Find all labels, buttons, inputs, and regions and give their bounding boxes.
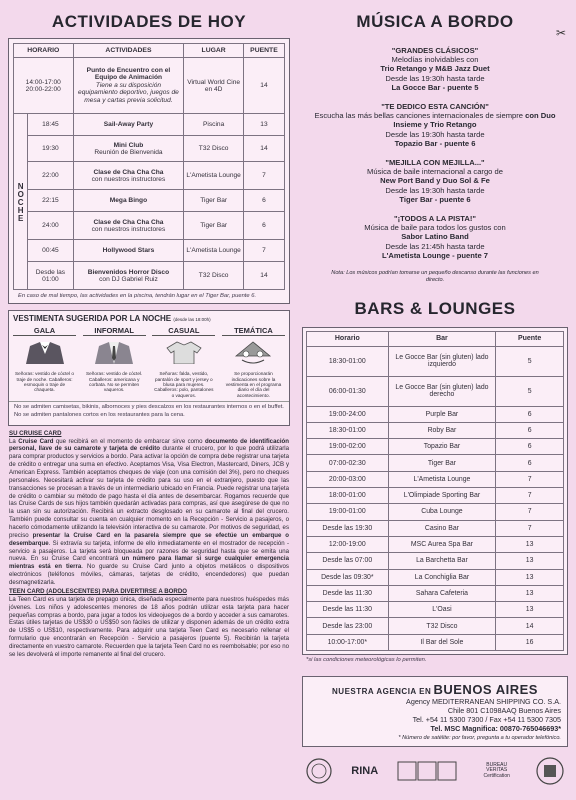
tuxedo-icon — [20, 340, 70, 364]
table-row — [307, 520, 564, 536]
dress-desc: Señoras: vestido de cóctel o traje de noche. Caballeros: esmoquin o traje de chaqueta. — [15, 371, 74, 393]
table-row — [307, 346, 564, 376]
bar-bar: La Conchiglia Bar — [388, 569, 496, 585]
bar-bar: Roby Bar — [388, 422, 496, 438]
dress-casual — [152, 326, 215, 398]
table-row — [307, 455, 564, 471]
row-deck: 14 — [243, 262, 284, 290]
bar-bar: L'Olimpiade Sporting Bar — [388, 488, 496, 504]
row-time: 00:45 — [28, 240, 73, 262]
bars-title: BARS & LOUNGES — [354, 298, 516, 318]
bars-table — [306, 331, 564, 651]
bar-time: 19:00-02:00 — [307, 439, 389, 455]
text-run: . Si extravía su tarjeta, informe de ello inmediatamente en el mostrador de recepción - servicio a pasajeros. La tarjeta será bloqueada por razones de seguridad hasta que se emita una nueva. En su Cruise Card encontrará — [9, 539, 289, 563]
music-artists: New Port Band y Duo Sol & Fe — [380, 176, 490, 186]
bar-deck: 13 — [496, 602, 564, 618]
row-time: 18:45 — [28, 114, 73, 136]
dress-gala — [13, 326, 76, 398]
row-place: Tiger Bar — [184, 190, 244, 212]
activity-name: Clase de Cha Cha Cha — [93, 168, 164, 176]
dress-name: INFORMAL — [83, 326, 146, 336]
activity-desc: con DJ Gabriel Ruiz — [99, 275, 158, 283]
music-block — [302, 214, 568, 260]
bars-note: *si las condiciones meteorológicas lo permiten. — [306, 656, 427, 663]
activity-desc: Tiene a su disposición equipamiento deportivo, juegos de mesa y cartas previa solicitud. — [78, 81, 179, 104]
text-run: . No guarde su Cruise Card junto a objetos metálicos o dispositivos electrónicos (teléfonos móviles, cámaras, tarjetas de crédito, encendedores) que puedan desmagnetizarla. — [9, 563, 289, 587]
teen-card-body: La Teen Card es una tarjeta de prepago única, diseñada especialmente para nuestros huéspedes más jóvenes. Los niños y adolescentes menores de 18 años podrán utilizar esta tarjeta para hacer pequeñas compras a bordo, para jugar a todos los videojuegos de a bordo y acceder a sus camarotes. Estas útiles tarjetas de US$30 o US$50 son fáciles de utilizar y disponen además de un crédito extra de US$5 o US$10, respectivamente. Para adquirir una tarjeta Teen Card es necesario rellenar el formulario que encontrarán en Recepción - Servicio a pasajeros (puente 5). Recibirán la tarjeta directamente en vuestro camarote. Recuerden que la tarjeta Teen Card no es reembolsable; por eso no se les devolverá el importe remanente al final del crucero. — [9, 595, 289, 658]
music-event-title: "GRANDES CLÁSICOS" — [391, 46, 479, 55]
header-lugar: LUGAR — [184, 44, 244, 58]
rina-logo: RINA — [351, 765, 379, 778]
bar-time: Desde las 09:30* — [307, 569, 389, 585]
table-row — [14, 114, 285, 136]
dress-name: TEMÁTICA — [222, 326, 285, 336]
music-title: MÚSICA A BORDO — [356, 12, 514, 31]
table-row — [14, 240, 285, 262]
bar-bar: Casino Bar — [388, 520, 496, 536]
row-time: 24:00 — [28, 212, 73, 240]
header-actividades: ACTIVIDADES — [73, 44, 184, 58]
bar-bar: Tiger Bar — [388, 455, 496, 471]
activity-desc: con nuestros instructores — [91, 225, 166, 233]
bar-deck: 13 — [496, 536, 564, 552]
text-run: durante el crucero, por lo que podrá utilizarla para comprar productos y servicios a bordo. Para activar la opción de compra debe registrar una tarjeta de crédito o entregar una suma en efectivo. Aceptamos Visa, Visa Electron, Mastercard, Diners, JCB y American Express. También aceptamos cheques de viaje (con una comisión del 3%), pero no cheques personales. Necesitará activar su tarjeta de crédito para su uso en el extranjero, puesto que las transacciones se procesan a través de un intermediario ubicado en Francia. Puede registrar una tarjeta de crédito o cambiar su método de pago hasta el día antes de desembarcar. Rogamos recuerde que las Cruise Cards de sus hijos también quedarán activadas para compras, así que asegúrese de que no la usan sin su autorización. Recibirá un extracto desglosado en su camarote al final del crucero. También puede consultar su cuenta en cualquier momento en la Recepción - Servicio a pasajeros, o hacerlo cómodamente utilizando la televisión interactiva de su camarote. Por motivos de seguridad, es preciso — [9, 445, 289, 539]
bar-time: 06:00-01:30 — [307, 376, 389, 406]
dress-desc: Señoras: falda, vestido, pantalón de sport y jersey o blusa para mujeres. Caballeros: polo, pantalones o vaqueros. — [154, 371, 214, 398]
bar-deck: 5 — [496, 376, 564, 406]
header-horario: HORARIO — [14, 44, 74, 58]
row-deck: 6 — [243, 190, 284, 212]
bar-deck: 14 — [496, 618, 564, 634]
activity-desc: con nuestros instructores — [91, 175, 166, 183]
agency-note: * Número de satélite: por favor, pregunta a tu operador telefónico. — [398, 735, 561, 742]
row-place: Piscina — [184, 114, 244, 136]
activities-header-row — [14, 44, 285, 58]
bar-time: Desde las 19:30 — [307, 520, 389, 536]
bar-bar: Le Gocce Bar (sin gluten) lado izquierdo — [388, 346, 496, 376]
noche-label: NOCHE — [14, 114, 28, 290]
row-deck: 13 — [243, 114, 284, 136]
dress-tematica — [222, 326, 285, 398]
bar-deck: 5 — [496, 346, 564, 376]
table-row — [307, 618, 564, 634]
table-row — [14, 190, 285, 212]
bar-deck: 13 — [496, 553, 564, 569]
music-desc: Música de baile internacional a cargo de — [367, 167, 503, 176]
bar-time: 18:30-01:00 — [307, 346, 389, 376]
table-row — [14, 262, 285, 290]
bar-bar: Sahara Cafeteria — [388, 585, 496, 601]
bar-bar: Cuba Lounge — [388, 504, 496, 520]
row-place: T32 Disco — [184, 136, 244, 162]
agency-title — [309, 682, 561, 697]
row-place: T32 Disco — [184, 262, 244, 290]
row-activity: Mega Bingo — [73, 190, 184, 212]
text-bold: documento de identificación personal, llave de su camarote y tarjeta de crédito — [9, 437, 289, 453]
agency-phone: Tel. MSC Magnifica: 00870-765046693* — [430, 724, 561, 734]
text-bold: un número para llamar si surge cualquier emergencia mientras está en tierra — [9, 555, 290, 571]
seal-icon — [306, 758, 332, 784]
agency-line: Chile 801 C1098AAQ Buenos Aires — [447, 706, 561, 716]
dress-code-box — [8, 310, 290, 426]
bar-time: 10:00-17:00* — [307, 634, 389, 650]
bar-time: Desde las 11:30 — [307, 585, 389, 601]
music-artists: Sabor Latino Band — [401, 232, 469, 242]
music-location: Tiger Bar - puente 6 — [399, 194, 471, 204]
music-artists: con Duo Insieme y Trio Retango — [393, 111, 556, 130]
music-time: Desde las 21:45h hasta tarde — [385, 241, 485, 251]
header-puente: PUENTE — [243, 44, 284, 58]
dress-code-time: (desde las 18:00h) — [173, 317, 211, 323]
table-row — [307, 602, 564, 618]
music-time: Desde las 19:30h hasta tarde — [385, 185, 485, 195]
row-activity — [73, 58, 184, 114]
bars-box — [302, 327, 568, 655]
bar-time: 18:30-01:00 — [307, 422, 389, 438]
dress-desc: Señoras: vestido de cóctel. Caballeros: americana y corbata. No se permiten vaqueros. — [86, 371, 143, 393]
music-artists: Trio Retango y M&B Jazz Duet — [380, 64, 490, 74]
table-row — [307, 376, 564, 406]
bureau-veritas-logo: BUREAU VERITAS Certification — [483, 761, 510, 779]
bar-deck: 6 — [496, 422, 564, 438]
bar-time: 18:00-01:00 — [307, 488, 389, 504]
bar-time: 20:00-03:00 — [307, 471, 389, 487]
teen-card-title: TEEN CARD (ADOLESCENTES) PARA DIVERTIRSE A BORDO — [9, 587, 187, 595]
bar-deck: 6 — [496, 406, 564, 422]
certificate-icon — [397, 761, 457, 781]
music-note: Nota: Los músicos podrían tomarse un pequeño descanso durante las funciones en directo. — [331, 270, 539, 284]
bar-time: 19:00-24:00 — [307, 406, 389, 422]
bar-bar: Il Bar del Sole — [388, 634, 496, 650]
table-row — [307, 488, 564, 504]
row-place: L'Ametista Lounge — [184, 162, 244, 190]
certification-logos — [302, 757, 568, 785]
row-time: Desde las 01:00 — [28, 262, 73, 290]
row-activity: Sail-Away Party — [73, 114, 184, 136]
activity-desc: Reunión de Bienvenida — [94, 148, 163, 156]
bar-bar: L'Ametista Lounge — [388, 471, 496, 487]
bar-deck: 6 — [496, 455, 564, 471]
music-block — [302, 46, 568, 92]
row-activity — [73, 162, 184, 190]
activities-box — [8, 38, 290, 304]
bar-time: Desde las 23:00 — [307, 618, 389, 634]
cruise-card-section — [8, 430, 290, 659]
right-column — [302, 4, 568, 796]
table-row — [307, 585, 564, 601]
table-row — [307, 504, 564, 520]
table-row — [307, 439, 564, 455]
row-deck: 6 — [243, 212, 284, 240]
row-activity: Hollywood Stars — [73, 240, 184, 262]
bar-bar: Topazio Bar — [388, 439, 496, 455]
table-row — [307, 406, 564, 422]
table-row — [307, 471, 564, 487]
row-place: L'Ametista Lounge — [184, 240, 244, 262]
dress-code-title — [9, 311, 289, 326]
dress-note: No se admiten camisetas, bikinis, albornoces y pies descalzos en los restaurantes internos o en el buffet. No se admiten pantalones cortos en los restaurantes para la cena. — [9, 401, 289, 421]
agency-prefix: NUESTRA AGENCIA EN — [332, 687, 432, 697]
row-deck: 14 — [243, 136, 284, 162]
music-event-title: "MEJILLA CON MEJILLA..." — [385, 158, 485, 167]
activities-title: ACTIVIDADES DE HOY — [51, 12, 247, 31]
row-activity — [73, 212, 184, 240]
activity-name: Punto de Encuentro con el Equipo de Animación — [86, 66, 171, 82]
bar-deck: 16 — [496, 634, 564, 650]
row-deck: 7 — [243, 240, 284, 262]
activity-name: Clase de Cha Cha Cha — [93, 218, 164, 226]
left-column — [8, 4, 290, 796]
costume-icon — [228, 340, 278, 364]
table-row — [14, 162, 285, 190]
activities-note: En caso de mal tiempo, las actividades en la piscina, tendrán lugar en el Tiger Bar, puente 6. — [18, 293, 257, 299]
jacket-icon — [89, 340, 139, 364]
text-bold: Cruise Card — [18, 437, 54, 445]
bar-time: 12:00-19:00 — [307, 536, 389, 552]
agency-line: Agency MEDITERRANEAN SHIPPING CO. S.A. — [406, 697, 561, 707]
table-row — [307, 569, 564, 585]
bar-deck: 7 — [496, 520, 564, 536]
agency-box — [302, 676, 568, 747]
bar-time: Desde las 07:00 — [307, 553, 389, 569]
row-place: Virtual World Cine en 4D — [184, 58, 244, 114]
bar-bar: L'Oasi — [388, 602, 496, 618]
text-bold: presentar la Cruise Card en la pasarela siempre que se efectúe un embarque o desembarque — [9, 531, 289, 547]
bar-bar: La Barchetta Bar — [388, 553, 496, 569]
header-puente: Puente — [496, 331, 564, 346]
bar-deck: 13 — [496, 585, 564, 601]
activity-name: Mini Club — [113, 141, 144, 149]
music-block — [302, 158, 568, 204]
dress-informal — [83, 326, 146, 398]
music-desc: Melodías inolvidables con — [391, 55, 479, 64]
dress-name: GALA — [13, 326, 76, 336]
bar-bar: T32 Disco — [388, 618, 496, 634]
music-location: La Gocce Bar - puente 5 — [391, 82, 479, 92]
table-row — [14, 136, 285, 162]
table-row — [307, 634, 564, 650]
row-deck: 7 — [243, 162, 284, 190]
dress-name: CASUAL — [152, 326, 215, 336]
music-time: Desde las 19:30h hasta tarde — [385, 73, 485, 83]
music-block — [302, 102, 568, 148]
music-event-title: "¡TODOS A LA PISTA!" — [393, 214, 476, 223]
row-time: 19:30 — [28, 136, 73, 162]
bar-deck: 7 — [496, 504, 564, 520]
music-desc: Música de baile para todos los gustos con — [364, 223, 506, 232]
row-activity — [73, 262, 184, 290]
agency-line: Tel. +54 11 5300 7300 / Fax +54 11 5300 7305 — [412, 715, 561, 725]
dress-desc: Se proporcionarán indicaciones sobre la vestimenta en el programa diario el día del acontecimiento. — [225, 371, 282, 398]
row-time: 22:00 — [28, 162, 73, 190]
bar-deck: 6 — [496, 439, 564, 455]
row-time: 14:00-17:00 20:00-22:00 — [14, 58, 74, 114]
agency-city: BUENOS AIRES — [433, 682, 538, 698]
table-row — [14, 212, 285, 240]
music-event-title: "TE DEDICO ESTA CANCIÓN" — [381, 102, 489, 111]
bar-deck: 7 — [496, 471, 564, 487]
shirt-icon — [159, 340, 209, 364]
bar-time: 19:00-01:00 — [307, 504, 389, 520]
bar-bar: Le Gocce Bar (sin gluten) lado derecho — [388, 376, 496, 406]
stamp-icon — [536, 757, 564, 785]
table-row — [307, 553, 564, 569]
bar-time: Desde las 11:30 — [307, 602, 389, 618]
header-horario: Horario — [307, 331, 389, 346]
row-place: Tiger Bar — [184, 212, 244, 240]
bar-deck: 13 — [496, 569, 564, 585]
music-location: Topazio Bar - puente 6 — [394, 138, 476, 148]
music-location: L'Ametista Lounge - puente 7 — [381, 250, 489, 260]
table-row — [307, 536, 564, 552]
row-activity — [73, 136, 184, 162]
dress-code-list — [9, 326, 289, 398]
bar-deck: 7 — [496, 488, 564, 504]
dress-code-heading: VESTIMENTA SUGERIDA POR LA NOCHE — [13, 314, 172, 324]
table-row — [307, 422, 564, 438]
cruise-card-title: SU CRUISE CARD — [9, 429, 62, 437]
activities-table — [13, 43, 285, 290]
music-time: Desde las 19:30h hasta tarde — [385, 129, 485, 139]
row-deck: 14 — [243, 58, 284, 114]
scissors-icon: ✂ — [555, 26, 566, 40]
cruise-card-text — [8, 430, 290, 587]
table-row — [14, 58, 285, 114]
bar-time: 07:00-02:30 — [307, 455, 389, 471]
row-time: 22:15 — [28, 190, 73, 212]
text-run: que recibirá en el momento de embarcar sirve como — [53, 437, 205, 445]
bars-header-row — [307, 331, 564, 346]
header-bar: Bar — [388, 331, 496, 346]
music-desc: Escucha las más bellas canciones internacionales de siempre — [314, 111, 526, 120]
teen-card-text — [8, 588, 290, 659]
text-run: La — [9, 437, 19, 445]
bar-bar: MSC Aurea Spa Bar — [388, 536, 496, 552]
bar-bar: Purple Bar — [388, 406, 496, 422]
activity-name: Bienvenidos Horror Disco — [87, 268, 170, 276]
